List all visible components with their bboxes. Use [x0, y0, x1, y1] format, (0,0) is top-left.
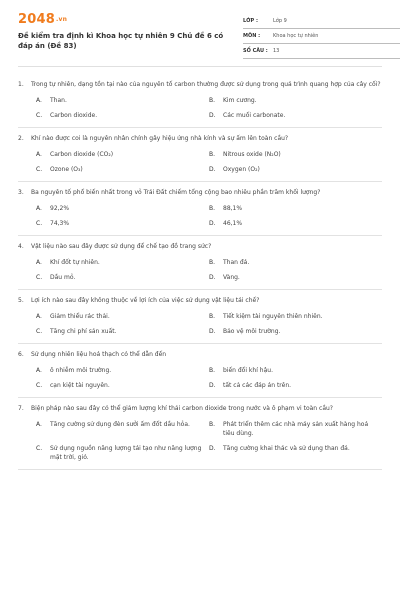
option-letter: D. [209, 445, 216, 452]
answer-option[interactable] [36, 201, 209, 216]
option-text: Các muối carbonate. [223, 112, 286, 119]
answer-option[interactable] [36, 108, 209, 123]
option-letter: D. [209, 112, 216, 119]
option-letter: D. [209, 328, 216, 335]
option-letter: A. [36, 367, 42, 374]
option-text: Dầu mỏ. [50, 274, 76, 281]
question-3 [18, 182, 382, 236]
question-number: 7. [18, 405, 24, 412]
option-letter: B. [209, 205, 216, 212]
option-text: Vàng. [223, 274, 240, 281]
option-text: Carbon dioxide (CO₂) [50, 151, 114, 158]
meta-value: Khoa học tự nhiên [273, 33, 319, 39]
answer-option[interactable] [36, 270, 209, 285]
question-line [18, 404, 382, 414]
option-text: cạn kiệt tài nguyên. [50, 382, 110, 389]
answer-option[interactable] [36, 363, 209, 378]
option-letter: C. [36, 382, 43, 389]
answer-option[interactable] [209, 216, 382, 231]
option-text: 88,1% [223, 205, 243, 212]
question-number: 2. [18, 135, 24, 142]
options-grid [36, 363, 382, 393]
question-line [18, 242, 382, 252]
answer-option[interactable] [36, 378, 209, 393]
answer-option[interactable] [209, 270, 382, 285]
options-grid [36, 309, 382, 339]
option-letter: B. [209, 313, 216, 320]
question-4 [18, 236, 382, 290]
question-text: Vật liệu nào sau đây được sử dụng để chế tạo đồ trang sức? [31, 243, 212, 250]
answer-option[interactable] [209, 324, 382, 339]
question-1 [18, 74, 382, 128]
options-grid [36, 417, 382, 465]
answer-option[interactable] [209, 108, 382, 123]
option-text: Oxygen (O₂) [223, 166, 260, 173]
option-text: Bảo vệ môi trường. [223, 328, 281, 335]
option-text: Tiết kiệm tài nguyên thiên nhiên. [223, 313, 323, 320]
meta-row-class [243, 14, 400, 29]
option-text: 74,3% [50, 220, 70, 227]
question-line [18, 350, 382, 360]
option-letter: B. [209, 367, 216, 374]
option-text: 46,1% [223, 220, 243, 227]
option-text: Kim cương. [223, 97, 257, 104]
meta-value: Lớp 9 [273, 18, 287, 24]
meta-table [243, 14, 400, 59]
option-text: ô nhiễm môi trường. [50, 367, 112, 374]
option-text: Nitrous oxide (N₂O) [223, 151, 281, 158]
meta-row-count [243, 44, 400, 59]
option-letter: D. [209, 274, 216, 281]
logo-sub: .vn [55, 16, 68, 23]
answer-option[interactable] [209, 162, 382, 177]
meta-value: 13 [273, 48, 280, 54]
site-logo[interactable] [18, 12, 67, 27]
option-letter: D. [209, 382, 216, 389]
logo-main: 2048 [18, 12, 55, 27]
option-text: Phát triển thêm các nhà máy sản xuất hàng hoá tiêu dùng. [223, 421, 369, 437]
option-letter: D. [209, 220, 216, 227]
option-letter: A. [36, 151, 42, 158]
answer-option[interactable] [209, 417, 382, 441]
option-letter: C. [36, 445, 43, 452]
meta-label: MÔN : [243, 33, 261, 39]
options-grid [36, 255, 382, 285]
option-text: Than đá. [223, 259, 250, 266]
question-5 [18, 290, 382, 344]
meta-label: SỐ CÂU : [243, 48, 268, 54]
answer-option[interactable] [209, 378, 382, 393]
options-grid [36, 93, 382, 123]
option-letter: A. [36, 205, 42, 212]
answer-option[interactable] [209, 201, 382, 216]
answer-option[interactable] [36, 162, 209, 177]
option-letter: B. [209, 151, 216, 158]
page-title: Đề kiểm tra định kì Khoa học tự nhiên 9 Chủ đề 6 có đáp án (Đề 83) [18, 32, 224, 50]
option-text: Ozone (O₃) [50, 166, 83, 173]
question-7 [18, 398, 382, 470]
question-number: 6. [18, 351, 24, 358]
question-6 [18, 344, 382, 398]
answer-option[interactable] [209, 255, 382, 270]
question-list [18, 74, 382, 470]
option-letter: B. [209, 259, 216, 266]
answer-option[interactable] [209, 441, 382, 465]
option-text: 92,2% [50, 205, 70, 212]
option-letter: A. [36, 97, 42, 104]
option-letter: C. [36, 166, 43, 173]
option-letter: B. [209, 97, 216, 104]
option-letter: D. [209, 166, 216, 173]
option-letter: C. [36, 220, 43, 227]
option-text: tất cả các đáp án trên. [223, 382, 292, 389]
header-divider [18, 66, 382, 67]
option-letter: B. [209, 421, 216, 428]
answer-option[interactable] [36, 93, 209, 108]
question-line [18, 296, 382, 306]
meta-label: LỚP : [243, 18, 258, 24]
option-letter: C. [36, 328, 43, 335]
question-text: Ba nguyên tố phổ biến nhất trong vỏ Trái Đất chiếm tổng cộng bao nhiêu phần trăm khối lượng? [31, 189, 321, 196]
option-text: Tăng chi phí sản xuất. [50, 328, 117, 335]
option-letter: C. [36, 112, 43, 119]
question-text: Lợi ích nào sau đây không thuộc về lợi ích của việc sử dụng vật liệu tái chế? [31, 297, 260, 304]
answer-option[interactable] [36, 441, 209, 465]
option-text: Carbon dioxide. [50, 112, 98, 119]
header [18, 12, 382, 58]
option-letter: C. [36, 274, 43, 281]
option-letter: A. [36, 313, 42, 320]
option-text: Tăng cường khai thác và sử dụng than đá. [223, 445, 350, 452]
question-text: Khí nào được coi là nguyên nhân chính gây hiệu ứng nhà kính và sự ấm lên toàn cầu? [31, 135, 289, 142]
question-line [18, 134, 382, 144]
answer-option[interactable] [36, 324, 209, 339]
question-text: Trong tự nhiên, dạng tồn tại nào của nguyên tố carbon thường được sử dụng trong quá trình quang hợp của cây cối? [31, 81, 381, 88]
answer-option[interactable] [209, 363, 382, 378]
option-text: Tăng cường sử dụng đèn sưởi ấm đốt dầu hỏa. [50, 421, 190, 428]
meta-row-subject [243, 29, 400, 44]
answer-option[interactable] [36, 147, 209, 162]
option-text: Giảm thiểu rác thải. [50, 313, 110, 320]
question-text: Sử dụng nhiên liệu hoá thạch có thể dẫn đến [31, 351, 167, 358]
answer-option[interactable] [209, 309, 382, 324]
answer-option[interactable] [209, 93, 382, 108]
question-number: 1. [18, 81, 24, 88]
option-letter: A. [36, 421, 42, 428]
options-grid [36, 147, 382, 177]
question-number: 3. [18, 189, 24, 196]
option-text: Sử dụng nguồn năng lượng tái tạo như năng lượng mặt trời, gió. [50, 445, 202, 461]
answer-option[interactable] [36, 255, 209, 270]
option-text: biến đổi khí hậu. [223, 367, 273, 374]
question-number: 5. [18, 297, 24, 304]
answer-option[interactable] [36, 417, 209, 441]
answer-option[interactable] [209, 147, 382, 162]
question-line [18, 188, 382, 198]
question-2 [18, 128, 382, 182]
options-grid [36, 201, 382, 231]
option-text: Khí đốt tự nhiên. [50, 259, 100, 266]
option-text: Than. [50, 97, 67, 104]
option-letter: A. [36, 259, 42, 266]
answer-option[interactable] [36, 309, 209, 324]
question-number: 4. [18, 243, 24, 250]
question-text: Biện pháp nào sau đây có thể giảm lượng khí thải carbon dioxide trong nước và ô phạm vi toàn cầu? [31, 405, 333, 412]
answer-option[interactable] [36, 216, 209, 231]
question-line [18, 80, 382, 90]
